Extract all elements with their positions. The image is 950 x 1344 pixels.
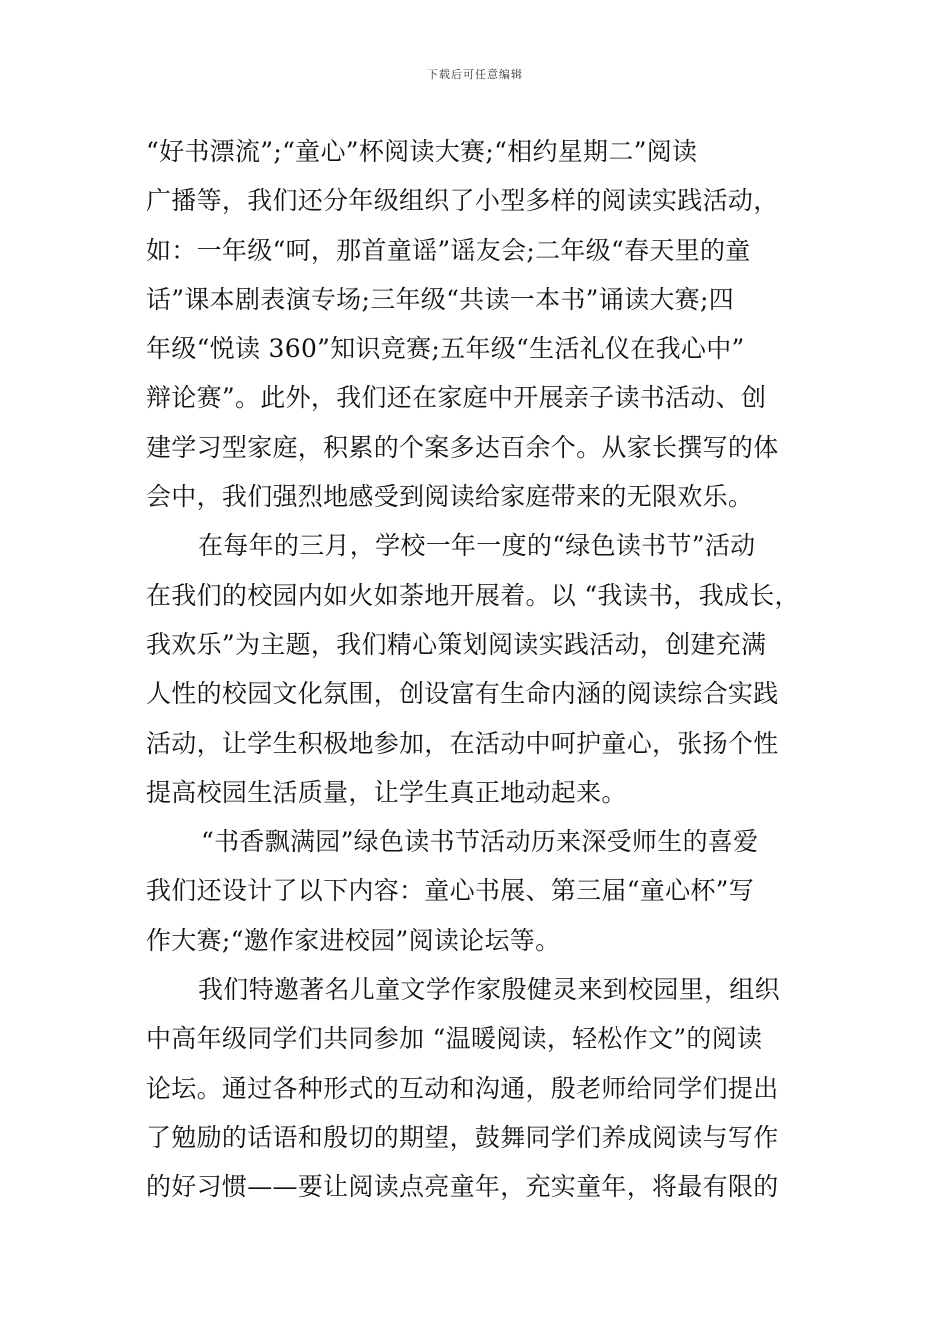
text-line: 辩论赛”。此外，我们还在家庭中开展亲子读书活动、创 <box>146 383 767 413</box>
text-line: 会中，我们强烈地感受到阅读给家庭带来的无限欢乐。 <box>146 482 754 512</box>
text-line: 活动，让学生积极地参加，在活动中呵护童心，张扬个性 <box>146 728 779 758</box>
text-line: 我欢乐”为主题，我们精心策划阅读实践活动，创建充满 <box>146 629 767 659</box>
text-line: 中高年级同学们共同参加 “温暖阅读，轻松作文”的阅读 <box>146 1024 763 1054</box>
text-line: “书香飘满园”绿色读书节活动历来深受师生的喜爱 <box>201 827 759 857</box>
paragraph-2 <box>146 521 806 817</box>
text-line: 广播等，我们还分年级组织了小型多样的阅读实践活动， <box>146 186 779 216</box>
text-line: 了勉励的话语和殷切的期望，鼓舞同学们养成阅读与写作 <box>146 1122 779 1152</box>
text-line: “好书漂流”;“童心”杯阅读大赛;“相约星期二”阅读 <box>146 137 698 166</box>
text-line: 在每年的三月，学校一年一度的“绿色读书节”活动 <box>198 531 756 561</box>
text-line: 我们还设计了以下内容：童心书展、第三届“童心杯”写 <box>146 876 755 906</box>
text-line: 如：一年级“呵，那首童谣”谣友会;二年级“春天里的童 <box>146 235 751 265</box>
document-body <box>146 127 806 1212</box>
text-line: 提高校园生活质量，让学生真正地动起来。 <box>146 777 627 807</box>
text-line: 我们特邀著名儿童文学作家殷健灵来到校园里，组织 <box>198 975 780 1005</box>
text-line: 的好习惯——要让阅读点亮童年，充实童年，将最有限的 <box>146 1172 779 1202</box>
text-line: 建学习型家庭，积累的个案多达百余个。从家长撰写的体 <box>146 432 779 462</box>
paragraph-3 <box>146 817 806 965</box>
paragraph-1 <box>146 127 806 521</box>
text-line: 年级“悦读 360”知识竞赛;五年级“生活礼仪在我心中” <box>146 334 745 364</box>
text-line: 在我们的校园内如火如荼地开展着。以 “我读书，我成长， <box>146 580 800 610</box>
paragraph-4 <box>146 965 806 1211</box>
text-line: 论坛。通过各种形式的互动和沟通，殷老师给同学们提出 <box>146 1073 779 1103</box>
page-header: 下载后可任意编辑 <box>427 68 523 81</box>
text-line: 人性的校园文化氛围，创设富有生命内涵的阅读综合实践 <box>146 679 779 709</box>
text-line: 话”课本剧表演专场;三年级“共读一本书”诵读大赛;四 <box>146 284 734 314</box>
text-line: 作大赛;“邀作家进校园”阅读论坛等。 <box>146 925 561 955</box>
